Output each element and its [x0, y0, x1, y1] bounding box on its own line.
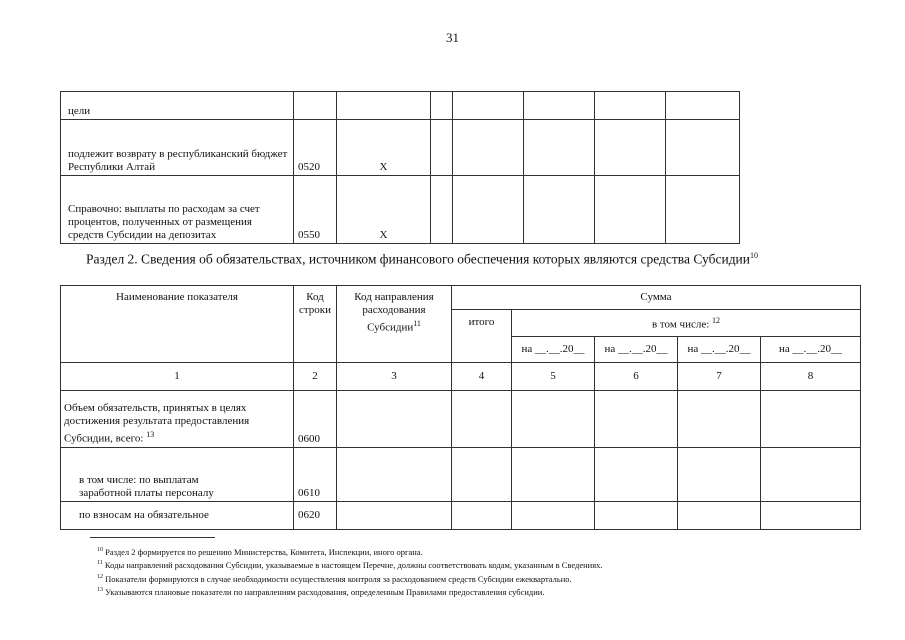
table-row — [61, 448, 861, 502]
footnote: $^{12}$ Показатели формируются в случае необходимости осуществления контроля за расходованием средств Субсидии ежеквартально. — [97, 573, 572, 584]
table-row — [61, 92, 740, 120]
header-total: итого — [452, 310, 512, 363]
table-row — [61, 391, 861, 448]
row-code: 0600 — [294, 391, 337, 448]
footnote: $^{10}$ Раздел 2 формируется по решению Министерства, Комитета, Инспекции, иного органа. — [97, 546, 423, 557]
header-period: на __.__.20__ — [512, 337, 595, 363]
row-name: подлежит возврату в республиканский бюджет Республики Алтай — [61, 120, 294, 176]
table-obligations — [60, 285, 861, 530]
col-number: 1 — [61, 363, 294, 391]
header-period: на __.__.20__ — [595, 337, 678, 363]
header-direction: Код направления расходования Субсидии$^{11}$ — [337, 286, 452, 363]
col-number: 4 — [452, 363, 512, 391]
header-indicator: Наименование показателя — [61, 286, 294, 363]
header-period: на __.__.20__ — [761, 337, 861, 363]
column-number-row — [61, 363, 861, 391]
header-code: Код строки — [294, 286, 337, 363]
table-row — [61, 176, 740, 244]
col-number: 7 — [678, 363, 761, 391]
row-name: Объем обязательств, принятых в целях достижения результата предоставления Субсидии, всего: $^{13}$ — [61, 391, 294, 448]
header-period: на __.__.20__ — [678, 337, 761, 363]
footnote: $^{13}$ Указываются плановые показатели по направлениям расходования, определенным Правилами предоставления субсидии. — [97, 586, 545, 597]
row-x: Х — [337, 176, 431, 244]
footnotes — [97, 545, 603, 598]
row-x: Х — [337, 120, 431, 176]
row-name: по взносам на обязательное — [61, 502, 294, 530]
col-number: 8 — [761, 363, 861, 391]
row-code: 0620 — [294, 502, 337, 530]
header-sum: Сумма — [452, 286, 861, 310]
section-heading: Раздел 2. Сведения об обязательствах, источником финансового обеспечения которых являются средства Субсидии$^{10}$ — [86, 251, 759, 267]
header-including: в том числе: $^{12}$ — [512, 310, 861, 337]
page-number: 31 — [446, 30, 459, 45]
row-x — [337, 92, 431, 120]
table-continuation — [60, 91, 740, 244]
col-number: 2 — [294, 363, 337, 391]
footnote: $^{11}$ Коды направлений расходования Субсидии, указываемые в настоящем Перечне, должны соответствовать кодам, указанным в Сведениях. — [97, 560, 603, 571]
row-name: Справочно: выплаты по расходам за счет процентов, полученных от размещения средств Субсидии на депозитах — [61, 176, 294, 244]
row-code: 0610 — [294, 448, 337, 502]
row-name: цели — [61, 92, 294, 120]
table-row — [61, 502, 861, 530]
row-name: в том числе: по выплатам заработной платы персоналу — [61, 448, 294, 502]
col-number: 3 — [337, 363, 452, 391]
col-number: 6 — [595, 363, 678, 391]
table-row — [61, 120, 740, 176]
row-code: 0550 — [294, 176, 337, 244]
col-number: 5 — [512, 363, 595, 391]
row-code: 0520 — [294, 120, 337, 176]
row-code — [294, 92, 337, 120]
footnote-divider — [90, 537, 215, 538]
